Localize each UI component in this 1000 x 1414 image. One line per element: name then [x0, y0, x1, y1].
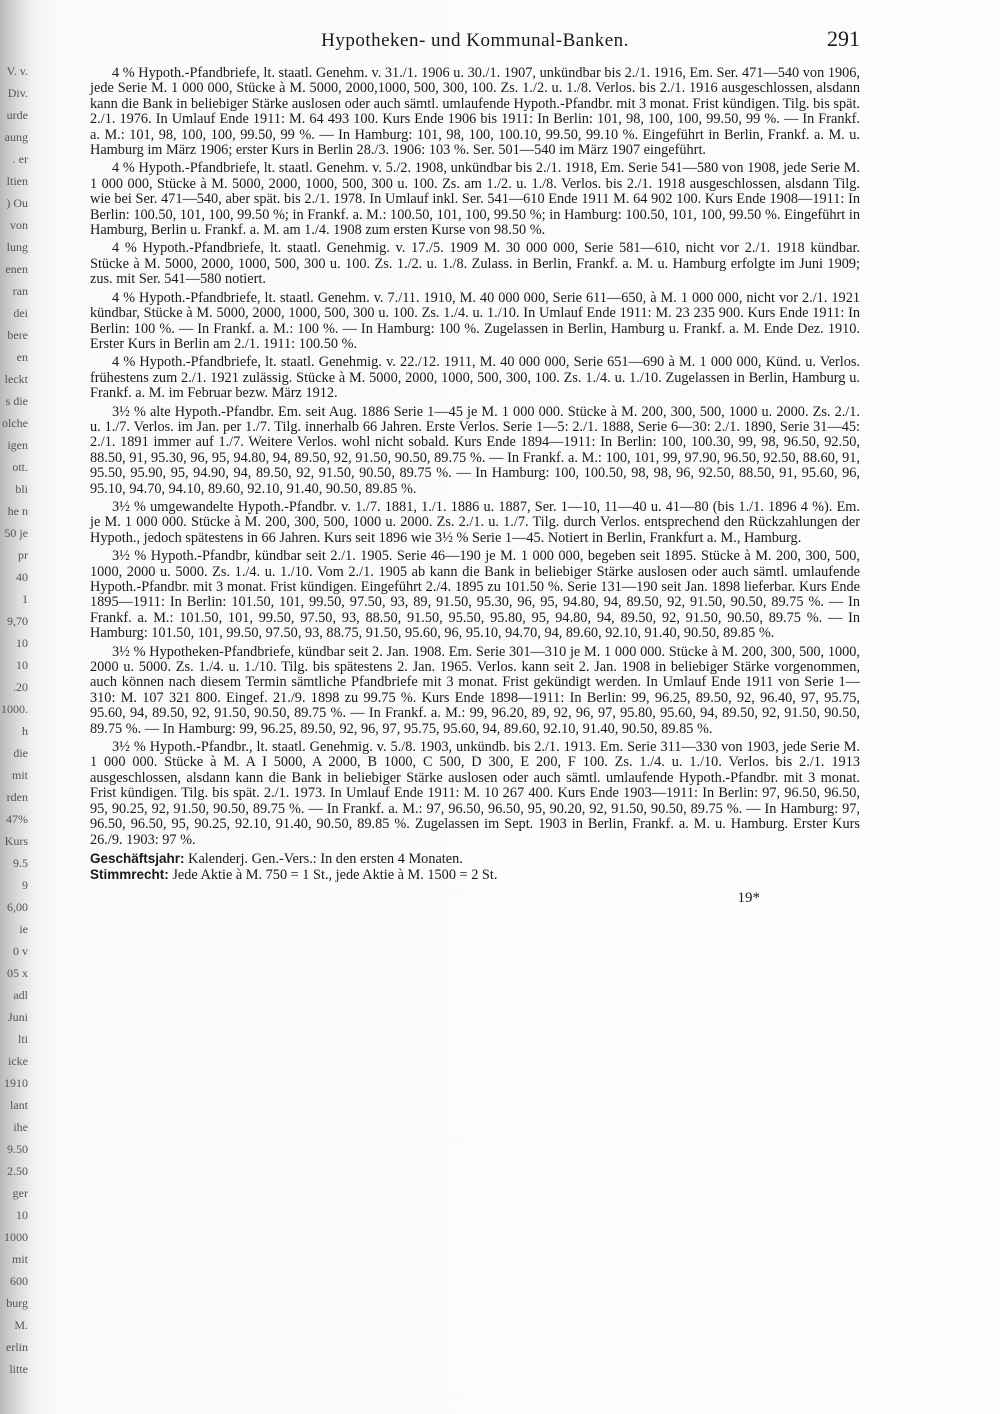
margin-fragment: 9.5	[13, 856, 28, 870]
margin-fragment: 1910	[4, 1076, 28, 1090]
page-content	[90, 24, 860, 907]
margin-fragment: 9,70	[7, 614, 28, 628]
margin-fragment: 9.50	[7, 1142, 28, 1156]
page-number: 291	[827, 26, 860, 51]
bond-entry: 4 % Hypoth.-Pfandbriefe, lt. staatl. Genehm. v. 5./2. 1908, unkündbar bis 2./1. 1918, Em. Serie 541—580 von 1908, jede Serie M. 1 000 000, Stücke à M. 5000, 2000, 1000, 500, 300 u. 100. Zs. am 1./2. u. 1./8. Verlos. bis 2./1. 1918 ausgeschlossen, alsdann Tilg. wie bei Ser. 471—540, aber spät. bis 2./1. 1978. In Umlauf inkl. Ser. 541—610 Ende 1911 M. 64 902 100. Kurs Ende 1908—1911: In Berlin: 100.50, 101, 100, 99.50 %; in Frankf. a. M.: 100.50, 101, 100, 99.50 %; in Hamburg: 100.50, 101, 100, 99.50 %. Eingeführt in Hamburg, Berlin u. Frankf. a. M. am 1./4. 1908 zum ersten Kurse von 98.50 %.	[90, 160, 860, 239]
margin-fragment: Juni	[7, 1010, 28, 1024]
bond-entry: 3½ % alte Hypoth.-Pfandbr. Em. seit Aug. 1886 Serie 1—45 je M. 1 000 000. Stücke à M. 200, 300, 500, 1000 u. 2000. Zs. 2./1. u. 1./7. Verlos. im Jan. per 1./7. Tilg. innerhalb 66 Jahren. Erste Verlos. Serie 1—5: 2./1. 1888, Serie 6—30: 2./1. 1890, Serie 31—45: 2./1. 1891 immer auf 1./7. Weitere Verlos. wohl nicht sobald. Kurs Ende 1894—1911: In Berlin: 100, 100.30, 99, 98, 96.50, 92.50, 88.50, 91, 95.30, 96, 95, 94.80, 94, 89.50, 92, 91.50, 90.50, 89.75 %. — In Frankf. a. M.: 100, 101, 99, 97.90, 96.50, 92.50, 88.60, 91, 95.50, 95.90, 95, 94.90, 94, 89.50, 92, 91.50, 90.50, 89.75 %. — In Hamburg: 100, 100.50, 98, 98, 96, 92.50, 88.50, 91, 95.60, 96, 95.10, 94.70, 94.10, 89.60, 92.10, 91.40, 90.50, 89.85 %.	[90, 403, 860, 497]
running-head	[90, 24, 860, 58]
margin-fragment: ) Ou	[6, 196, 28, 210]
margin-fragment: mit	[11, 768, 28, 782]
margin-fragment: 6,00	[7, 900, 28, 914]
margin-fragment: burg	[6, 1296, 28, 1310]
margin-fragment: 9	[22, 878, 28, 892]
stimmrecht-value: Jede Aktie à M. 750 = 1 St., jede Aktie à M. 1500 = 2 St.	[172, 867, 498, 884]
margin-fragment: von	[10, 218, 28, 232]
margin-fragment: olche	[2, 416, 28, 430]
margin-fragment: 2.50	[7, 1164, 28, 1178]
margin-fragment: pr	[18, 548, 28, 562]
bond-entry: 3½ % Hypoth.-Pfandbr, kündbar seit 2./1. 1905. Serie 46—190 je M. 1 000 000, begeben seit 1895. Stücke à M. 200, 300, 500, 1000, 2000 u. 5000. Zs. 1./4. u. 1./10. Vom 2./1. 1905 ab kann die Bank in beliebiger Stärke auslosen oder auch sämtl. umlaufende Hypoth.-Pfandbr. mit 3 monat. Frist kündigen. Eingeführt 2./4. 1895 zu 101.50 %. Serie 131—190 seit Jan. 1898 lieferbar. Kurs Ende 1895—1911: In Berlin: 101.50, 101, 99.50, 97.50, 93, 89, 91.50, 95.30, 96, 95, 94.80, 94, 89.50, 92, 91.50, 90.50, 89.75 %. — In Frankf. a. M.: 101.50, 101, 99.50, 97.50, 93, 88.50, 91.50, 95.50, 95.80, 95, 94.80, 94, 89.50, 92, 91.50, 90.50, 89.75 %. — In Hamburg: 101.50, 101, 99.50, 97.50, 93, 88.75, 91.50, 95.60, 96, 95.10, 94.70, 94, 89.60, 92.10, 91.40, 90.50, 89.85 %.	[90, 548, 860, 642]
margin-fragment: he n	[7, 504, 28, 518]
margin-fragment: lant	[10, 1098, 28, 1112]
margin-fragment: 05 x	[7, 966, 28, 980]
margin-fragment: ihe	[13, 1120, 28, 1134]
margin-fragment: . er	[12, 152, 28, 166]
margin-fragment: 600	[10, 1274, 28, 1288]
margin-fragment: mit	[11, 1252, 28, 1266]
margin-fragment: 40	[16, 570, 28, 584]
stimmrecht-label: Stimmrecht:	[90, 867, 169, 883]
margin-fragment: aung	[4, 130, 28, 144]
running-title: Hypotheken- und Kommunal-Banken.	[321, 30, 629, 51]
bond-entry: 4 % Hypoth.-Pfandbriefe, lt. staatl. Genehmig. v. 17./5. 1909 M. 30 000 000, Serie 581—610, nicht vor 2./1. 1918 kündbar. Stücke à M. 5000, 2000, 1000, 500, 300 u. 100. Zs. 1./2. u. 1./8. Zulass. in Berlin, Frankf. a. M. u. Hamburg erfolgte im Juni 1909; zus. mit Ser. 541—580 notiert.	[90, 240, 860, 288]
geschaeftsjahr-line	[90, 851, 860, 867]
margin-fragment: igen	[7, 438, 28, 452]
margin-fragment: 10	[16, 636, 28, 650]
margin-fragment: bli	[15, 482, 28, 496]
margin-fragment: 1000	[4, 1230, 28, 1244]
margin-fragment: en	[16, 350, 28, 364]
margin-fragment: litte	[9, 1362, 28, 1376]
margin-fragment: enen	[5, 262, 28, 276]
margin-fragment: 47%	[6, 812, 28, 826]
margin-fragment: urde	[6, 108, 28, 122]
margin-fragment: s die	[5, 394, 28, 408]
margin-fragment: icke	[8, 1054, 28, 1068]
margin-fragment: 1	[22, 592, 28, 606]
margin-fragment: ger	[12, 1186, 28, 1200]
margin-fragment: ran	[12, 284, 28, 298]
geschaeftsjahr-value: Kalenderj. Gen.-Vers.: In den ersten 4 Monaten.	[188, 850, 463, 867]
left-margin-fragments	[0, 60, 30, 1376]
bond-entry: 3½ % Hypotheken-Pfandbriefe, kündbar seit 2. Jan. 1908. Em. Serie 301—310 je M. 1 000 000. Stücke à M. 200, 300, 500, 1000, 2000 u. 5000. Zs. 1./4. u. 1./10. Tilg. bis spätestens 2. Jan. 1965. Verlos. kann seit 2. Jan. 1908 in beliebiger Stärke vorgenommen, auch können nach diesem Termin sämtliche Pfandbriefe mit 3 monat. Frist gekündigt werden. In Umlauf Ende 1911 von Serie 1—310: M. 107 321 800. Eingef. 21./9. 1898 zu 99.75 %. Kurs Ende 1898—1911: In Berlin: 99, 96.25, 89.50, 92, 96.40, 97, 95.75, 95.60, 94, 89.50, 92, 91.50, 90.50, 89.75 %. — In Frankf. a. M.: 99, 96.20, 89, 92, 96, 97, 95.80, 95.60, 94, 89.50, 92, 91.50, 90.50, 89.75 %. — In Hamburg: 99, 96.25, 89.50, 92, 96, 97, 95.75, 95.60, 94, 89.60, 92.10, 91.40, 90.50, 89.85 %.	[90, 643, 860, 737]
margin-fragment: lung	[6, 240, 28, 254]
margin-fragment: V. v.	[6, 64, 28, 78]
margin-fragment: .20	[13, 680, 28, 694]
margin-fragment: adl	[13, 988, 28, 1002]
bond-entry: 3½ % Hypoth.-Pfandbr., lt. staatl. Genehmig. v. 5./8. 1903, unkündb. bis 2./1. 1913. Em. Serie 311—330 von 1903, jede Serie M. 1 000 000. Stücke à M. A I 5000, A 2000, B 1000, C 500, D 300, E 200, F 100. Zs. 1./4. u. 1./10. Verlos. bis 2./1. 1913 ausgeschlossen, alsdann kann die Bank in beliebiger Stärke auslosen oder auch sämtl. umlaufende Hypoth.-Pfandbr. mit 3 monat. Frist kündigen. Tilg. bis spät. 2./1. 1973. In Umlauf Ende 1911: M. 10 267 400. Kurs Ende 1903—1911: In Berlin: 97, 96.50, 96.50, 95, 90.25, 92, 91.50, 90.50, 89.75 %. — In Frankf. a. M.: 97, 96.50, 96.50, 95, 90.20, 92, 91.50, 90.50, 89.75 %. — In Hamburg: 97, 96.50, 96.50, 95, 90.25, 92.10, 91.40, 90.50, 89.85 %. Zugelassen im Sept. 1903 in Berlin, Frankf. a. M. u. Hamburg. Erster Kurs 26./9. 1903: 97 %.	[90, 739, 860, 848]
margin-fragment: rden	[6, 790, 28, 804]
margin-fragment: 50 je	[4, 526, 28, 540]
margin-fragment: lti	[17, 1032, 28, 1046]
bond-entry: 4 % Hypoth.-Pfandbriefe, lt. staatl. Genehmig. v. 22./12. 1911, M. 40 000 000, Serie 651—690 à M. 1 000 000, Künd. u. Verlos. frühestens zum 2./1. 1921 zulässig. Stücke à M. 5000, 2000, 1000, 500, 300, 100. Zs. 1./4. u. 1./10. Zugelassen in Berlin, Hamburg u. Frankf. a. M. im Februar bezw. März 1912.	[90, 354, 860, 402]
margin-fragment: ie	[19, 922, 28, 936]
margin-fragment: 1000.	[1, 702, 28, 716]
margin-fragment: Div.	[7, 86, 28, 100]
margin-fragment: Kurs	[4, 834, 28, 848]
bond-entry: 4 % Hypoth.-Pfandbriefe, lt. staatl. Genehm. v. 7./11. 1910, M. 40 000 000, Serie 611—650, à M. 1 000 000, nicht vor 2./1. 1921 kündbar, Stücke à M. 5000, 2000, 1000, 500, 300 u. 100. Zs. 1./4. u. 1./10. In Umlauf Ende 1911: M. 23 235 900. Kurs Ende 1911: In Berlin: 100 %. — In Frankf. a. M.: 100 %. — In Hamburg: 100 %. Zugelassen in Berlin, Hamburg u. Frankf. a. M. Ende Dez. 1910. Erster Kurs in Berlin am 2./1. 1911: 100.50 %.	[90, 289, 860, 352]
margin-fragment: die	[13, 746, 28, 760]
margin-fragment: dei	[13, 306, 28, 320]
margin-fragment: h	[22, 724, 28, 738]
margin-fragment: leckt	[4, 372, 28, 386]
signature-mark: 19*	[737, 889, 760, 906]
bond-entry: 3½ % umgewandelte Hypoth.-Pfandbr. v. 1./7. 1881, 1./1. 1886 u. 1887, Ser. 1—10, 11—40 u. 41—80 (bis 1./1. 1896 4 %). Em. je M. 1 000 000. Stücke à M. 200, 300, 500, 1000 u. 2000. Zs. 2./1. u. 1./7. Tilg. durch Verlos. entsprechend den Rückzahlungen der Hypoth., jedoch spätestens in 66 Jahren. Kurs seit 1896 wie 3½ % Serie 1—45. Notiert in Berlin, Frankfurt a. M., Hamburg.	[90, 498, 860, 546]
bond-entry: 4 % Hypoth.-Pfandbriefe, lt. staatl. Genehm. v. 31./1. 1906 u. 30./1. 1907, unkündbar bis 2./1. 1916, Em. Ser. 471—540 von 1906, jede Serie M. 1 000 000, Stücke à M. 5000, 2000,1000, 500, 300, 100. Zs. 1./2. u. 1./8. Verlos. bis 2./1. 1916 ausgeschlossen, alsdann kann die Bank in beliebiger Stärke auslosen oder auch sämtl. umlaufende Hypoth.-Pfandbr. mit 3 monat. Frist kündigen. Tilg. bis spät. 2./1. 1976. In Umlauf Ende 1911: M. 64 493 100. Kurs Ende 1906 bis 1911: In Berlin: 101, 98, 100, 100, 99.50, 99 %. — In Frankf. a. M.: 101, 98, 100, 100, 99.50, 99 %. — In Hamburg: 101, 98, 100, 100.10, 99.50, 99.10 %. Eingeführt in Berlin, Frankf. a. M. u. Hamburg im März 1906; erster Kurs in Berlin 28./3. 1906: 103 %. Ser. 501—540 im März 1907 eingeführt.	[90, 65, 860, 159]
margin-fragment: ltien	[6, 174, 28, 188]
margin-fragment: erlin	[6, 1340, 28, 1354]
geschaeftsjahr-label: Geschäftsjahr:	[90, 850, 185, 866]
margin-fragment: 10	[16, 1208, 28, 1222]
stimmrecht-line	[90, 867, 860, 883]
margin-fragment: ott.	[12, 460, 28, 474]
margin-fragment: bere	[7, 328, 28, 342]
margin-fragment: 10	[16, 658, 28, 672]
margin-fragment: 0 v	[13, 944, 28, 958]
margin-fragment: M.	[14, 1318, 28, 1332]
bond-entries	[90, 66, 860, 848]
